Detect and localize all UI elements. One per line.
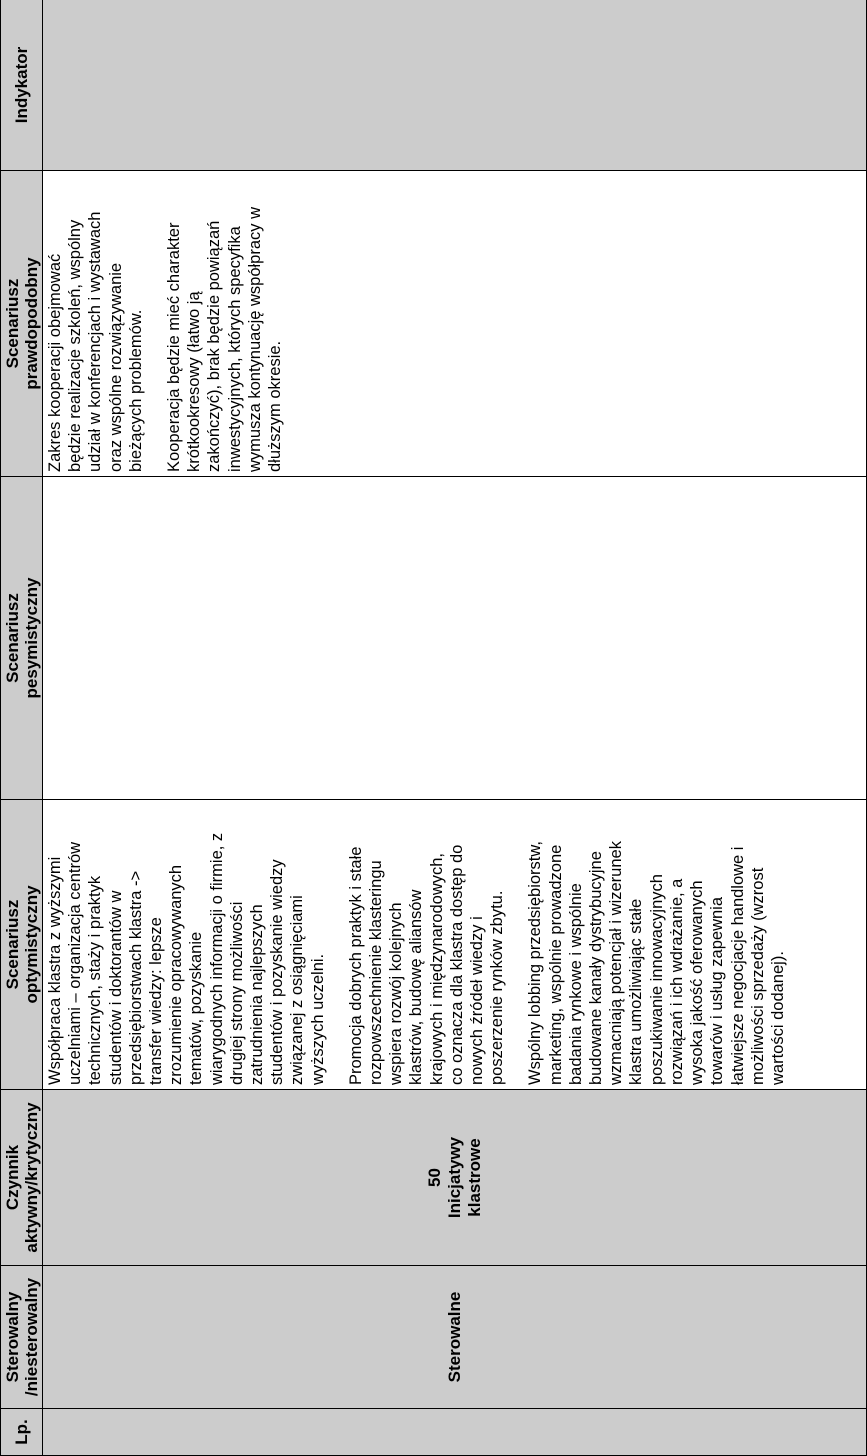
optymistyczny-line: marketing, wspólnie prowadzone	[546, 844, 565, 1085]
prawdopodobny-line: zakończyć), brak będzie powiązań	[205, 220, 224, 472]
cell-prawdopodobny	[43, 171, 867, 477]
header-indykator: Indykator	[1, 0, 43, 171]
optymistyczny-line: Promocja dobrych praktyk i stałe	[346, 846, 365, 1085]
czynnik-number: 50	[424, 1168, 444, 1187]
header-scenariusz-optymistyczny: Scenariusz optymistyczny	[1, 800, 43, 1090]
optymistyczny-line: uczelniami – organizacja centrów	[66, 841, 85, 1085]
optymistyczny-line: drugiej strony możliwości	[227, 901, 246, 1085]
header-czynnik: Czynnik aktywny/krytyczny	[1, 1090, 43, 1266]
cell-optymistyczny	[43, 800, 867, 1090]
optymistyczny-line: transfer wiedzy: lepsze	[147, 917, 166, 1085]
optymistyczny-line: wspiera rozwój kolejnych	[387, 902, 406, 1085]
optymistyczny-line: klastra umożliwiając stałe	[627, 898, 646, 1085]
czynnik-name-line-2: klastrowe	[464, 1138, 484, 1217]
optymistyczny-line: krajowych i międzynarodowych,	[427, 852, 446, 1085]
prawdopodobny-text	[43, 171, 285, 476]
optymistyczny-line: wysoka jakość oferowanych	[688, 880, 707, 1085]
optymistyczny-line: wzmacniają potencjał i wizerunek	[607, 841, 626, 1085]
optymistyczny-line: związanej z osiągnięciami	[288, 895, 307, 1085]
optymistyczny-line: rozwiązań i ich wdrażanie, a	[667, 878, 686, 1085]
optymistyczny-line: wartości dodanej).	[768, 951, 787, 1085]
optymistyczny-paragraph	[45, 803, 328, 1085]
optymistyczny-line: studentów i pozyskanie wiedzy	[268, 859, 287, 1085]
optymistyczny-line: badania rynkowe i wspólnie	[566, 883, 585, 1085]
prawdopodobny-line: wymusza kontynuację współpracy w	[245, 206, 264, 472]
prawdopodobny-line: Zakres kooperacji obejmować	[46, 253, 64, 472]
header-sterowalny: Sterowalny /niesterowalny	[1, 1266, 43, 1409]
optymistyczny-line: technicznych, staży i praktyk	[86, 875, 105, 1085]
czynnik-name-line-1: Inicjatywy	[444, 1136, 464, 1219]
optymistyczny-line: Współpraca klastra z wyższymi	[46, 856, 64, 1085]
optymistyczny-paragraph	[525, 803, 788, 1085]
prawdopodobny-paragraph	[45, 174, 146, 472]
optymistyczny-line: wiarygodnych informacji o firmie, z	[207, 832, 226, 1085]
optymistyczny-line: towarów i usług zapewnia	[708, 896, 727, 1085]
optymistyczny-line: możliwości sprzedaży (wzrost	[748, 867, 767, 1085]
optymistyczny-line: klastrów, budowę aliansów	[407, 889, 426, 1085]
cell-indykator	[43, 0, 867, 171]
optymistyczny-line: nowych źródeł wiedzy i	[468, 916, 487, 1085]
cell-sterowalny: Sterowalne	[43, 1266, 867, 1409]
optymistyczny-line: poszerzenie rynków zbytu.	[488, 890, 507, 1085]
prawdopodobny-line: oraz wspólne rozwiązywanie	[106, 262, 125, 472]
prawdopodobny-paragraph	[164, 174, 285, 472]
prawdopodobny-line: udział w konferencjach i wystawach	[86, 211, 105, 472]
prawdopodobny-line: będzie realizacje szkoleń, wspólny	[66, 219, 85, 472]
optymistyczny-line: zrozumienie opracowywanych	[167, 864, 186, 1085]
optymistyczny-line: zatrudnienia najlepszych	[248, 904, 267, 1085]
cell-pesymistyczny	[43, 477, 867, 800]
optymistyczny-line: poszukiwanie innowacyjnych	[647, 874, 666, 1085]
header-lp: Lp.	[1, 1409, 43, 1456]
optymistyczny-text	[43, 800, 788, 1089]
header-row	[1, 0, 43, 1456]
prawdopodobny-line: krótkookresowy (łatwo ją	[185, 291, 204, 472]
prawdopodobny-line: bieżących problemów.	[126, 309, 145, 472]
prawdopodobny-line: Kooperacja będzie mieć charakter	[165, 222, 184, 472]
table-row	[43, 0, 867, 1456]
cell-lp	[43, 1409, 867, 1456]
optymistyczny-line: rozpowszechnienie klasteringu	[367, 860, 386, 1085]
optymistyczny-line: wyższych uczelni.	[308, 953, 327, 1085]
optymistyczny-line: przedsiębiorstwach klastra ->	[126, 870, 145, 1085]
optymistyczny-line: łatwiejsze negocjacje handlowe i	[728, 846, 747, 1085]
optymistyczny-line: budowane kanały dystrybucyjne	[587, 851, 606, 1085]
optymistyczny-line: tematów, pozyskanie	[187, 931, 206, 1085]
prawdopodobny-line: inwestycyjnych, których specyfika	[225, 226, 244, 472]
prawdopodobny-line: dłuższym okresie.	[266, 340, 285, 472]
optymistyczny-line: studentów i doktorantów w	[106, 890, 125, 1085]
optymistyczny-paragraph	[346, 803, 508, 1085]
header-scenariusz-pesymistyczny: Scenariusz pesymistyczny	[1, 477, 43, 800]
optymistyczny-line: co oznacza dla klastra dostęp do	[447, 844, 466, 1085]
cell-czynnik	[43, 1090, 867, 1266]
header-scenariusz-prawdopodobny: Scenariusz prawdopodobny	[1, 171, 43, 477]
optymistyczny-line: Wspólny lobbing przedsiębiorstw,	[526, 841, 545, 1085]
